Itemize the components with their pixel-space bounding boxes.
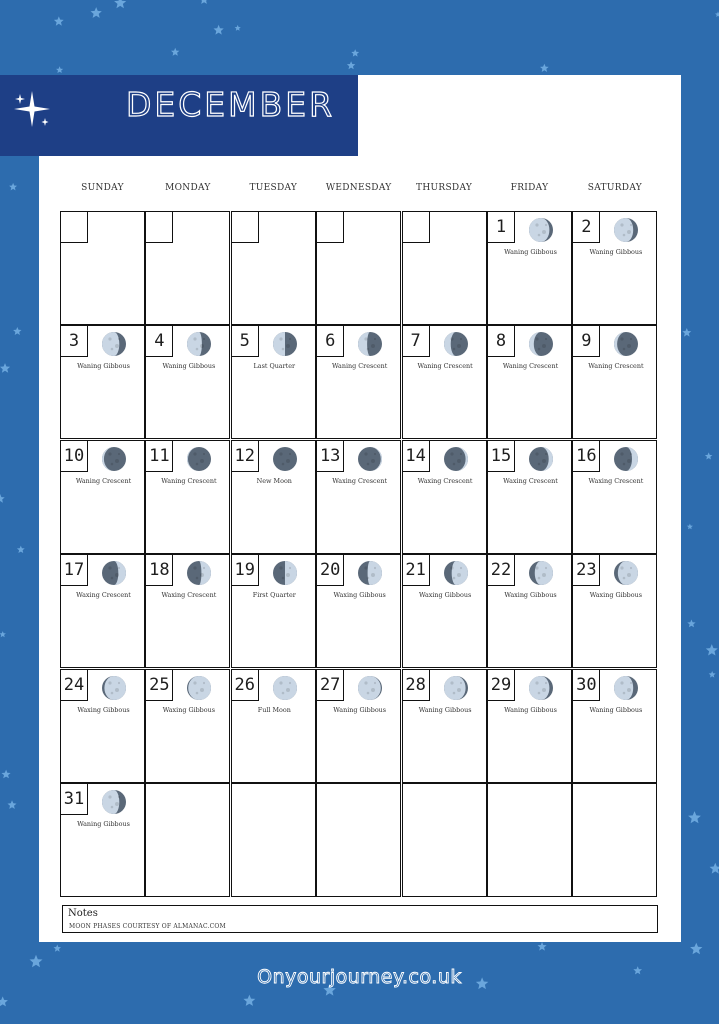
notes-title: Notes [68,908,98,919]
moon-phase-label: Waxing Crescent [503,476,558,485]
day-cell-15[interactable] [487,440,572,554]
moon-phase-label: Waxing Gibbous [162,705,216,714]
moon-phase-icon [101,331,127,357]
day-cell-6[interactable] [316,325,401,439]
moon-phase-icon [357,560,383,586]
moon-phase-label: Waning Crescent [161,476,217,485]
moon-phase-label: Waxing Crescent [332,476,388,485]
day-cell-14[interactable] [402,440,487,554]
weekday-label-4: THURSDAY [416,183,473,193]
moon-phase-icon [101,560,127,586]
day-cell-22[interactable] [487,554,572,668]
moon-phase-icon [272,560,298,586]
day-cell-5[interactable] [231,325,316,439]
star-icon [540,64,549,72]
date-number: 9 [572,325,600,357]
date-number: 31 [60,783,88,815]
star-icon [54,16,64,25]
day-cell-1[interactable] [487,211,572,325]
star-icon [347,61,355,69]
moon-phase-label: Waning Gibbous [77,362,130,371]
empty-day-cell[interactable] [145,211,230,325]
moon-phase-icon [186,446,212,472]
moon-phase-label: Waxing Gibbous [504,591,557,600]
moon-phase-icon [443,446,469,472]
date-number: 1 [487,211,515,243]
star-icon [214,25,224,35]
month-title: DECEMBER [126,85,336,124]
date-number: 8 [487,325,515,357]
empty-day-cell[interactable] [231,211,316,325]
sparkle-icon [12,89,52,129]
date-number: 3 [60,325,88,357]
star-icon [706,644,718,655]
moon-phase-credit: MOON PHASES COURTESY OF ALMANAC.COM [69,923,226,930]
blank-day-cell[interactable] [487,783,572,897]
day-cell-16[interactable] [572,440,657,554]
notes-box[interactable] [62,905,658,933]
day-cell-2[interactable] [572,211,657,325]
blank-day-cell[interactable] [402,783,487,897]
date-number: 15 [487,440,515,472]
star-icon [688,811,701,823]
day-cell-19[interactable] [231,554,316,668]
empty-date-box [145,211,173,243]
date-number: 17 [60,554,88,586]
star-icon [705,452,713,459]
moon-phase-label: Waning Crescent [588,362,644,371]
date-number: 27 [316,669,344,701]
day-cell-12[interactable] [231,440,316,554]
moon-phase-icon [443,331,469,357]
date-number: 25 [145,669,173,701]
weekday-label-2: TUESDAY [249,183,298,193]
moon-phase-icon [528,331,554,357]
moon-phase-label: Waning Gibbous [589,705,643,714]
star-icon [235,25,241,31]
weekday-label-6: SATURDAY [587,183,642,193]
date-number: 26 [231,669,259,701]
month-banner [0,75,358,156]
moon-phase-label: Waxing Crescent [161,591,217,600]
moon-phase-label: First Quarter [252,591,296,600]
date-number: 4 [145,325,173,357]
moon-phase-icon [101,789,127,815]
moon-phase-label: Waning Crescent [75,476,132,485]
day-cell-3[interactable] [60,325,145,439]
star-icon [351,49,359,56]
star-icon [54,945,62,952]
moon-phase-icon [613,446,639,472]
empty-day-cell[interactable] [316,211,401,325]
day-cell-25[interactable] [145,669,230,783]
day-cell-8[interactable] [487,325,572,439]
date-number: 23 [572,554,600,586]
empty-date-box [60,211,88,243]
date-number: 12 [231,440,259,472]
date-number: 20 [316,554,344,586]
moon-phase-icon [613,331,639,357]
moon-phase-label: Waxing Gibbous [589,591,643,600]
date-number: 29 [487,669,515,701]
moon-phase-icon [272,331,298,357]
moon-phase-icon [357,331,383,357]
date-number: 24 [60,669,88,701]
moon-phase-icon [443,675,469,701]
star-icon [709,671,716,678]
day-cell-4[interactable] [145,325,230,439]
moon-phase-icon [186,560,212,586]
blank-day-cell[interactable] [231,783,316,897]
star-icon [243,995,255,1006]
star-icon [710,863,719,874]
day-cell-17[interactable] [60,554,145,668]
star-icon [0,494,5,503]
moon-phase-icon [443,560,469,586]
date-number: 13 [316,440,344,472]
star-icon [171,48,179,56]
moon-phase-icon [272,446,298,472]
moon-phase-icon [528,217,554,243]
empty-date-box [402,211,430,243]
star-icon [17,546,25,553]
moon-phase-label: Waning Crescent [502,362,559,371]
weekday-label-0: SUNDAY [81,183,124,193]
day-cell-11[interactable] [145,440,230,554]
date-number: 5 [231,325,259,357]
moon-phase-icon [613,675,639,701]
date-number: 14 [402,440,430,472]
blank-day-cell[interactable] [572,783,657,897]
star-icon [2,770,11,779]
moon-phase-icon [528,446,554,472]
day-cell-13[interactable] [316,440,401,554]
moon-phase-label: Waning Gibbous [504,705,557,714]
day-cell-10[interactable] [60,440,145,554]
moon-phase-icon [528,560,554,586]
moon-phase-icon [528,675,554,701]
day-cell-24[interactable] [60,669,145,783]
date-number: 21 [402,554,430,586]
star-icon [200,0,209,4]
empty-day-cell[interactable] [60,211,145,325]
star-icon [538,942,547,951]
star-icon [687,524,693,530]
blank-day-cell[interactable] [316,783,401,897]
day-cell-31[interactable] [60,783,145,897]
weekday-label-5: FRIDAY [510,183,549,193]
day-cell-29[interactable] [487,669,572,783]
star-icon [114,0,126,8]
moon-phase-label: Waning Gibbous [589,248,643,256]
moon-phase-label: Waxing Crescent [76,591,131,600]
moon-phase-label: Waxing Gibbous [333,591,386,600]
moon-phase-icon [101,446,127,472]
date-number: 16 [572,440,600,472]
day-cell-7[interactable] [402,325,487,439]
date-number: 6 [316,325,344,357]
date-number: 18 [145,554,173,586]
date-number: 2 [572,211,600,243]
moon-phase-icon [186,675,212,701]
day-cell-21[interactable] [402,554,487,668]
moon-phase-label: Waxing Crescent [588,476,644,485]
day-cell-9[interactable] [572,325,657,439]
day-cell-20[interactable] [316,554,401,668]
empty-date-box [316,211,344,243]
date-number: 11 [145,440,173,472]
day-cell-28[interactable] [402,669,487,783]
date-number: 19 [231,554,259,586]
star-icon [0,363,10,373]
weekday-label-1: MONDAY [165,183,211,193]
blank-day-cell[interactable] [145,783,230,897]
empty-date-box [231,211,259,243]
moon-phase-icon [272,675,298,701]
date-number: 28 [402,669,430,701]
day-cell-30[interactable] [572,669,657,783]
day-cell-23[interactable] [572,554,657,668]
moon-phase-label: Last Quarter [253,362,296,371]
moon-phase-icon [613,217,639,243]
moon-phase-label: Waxing Gibbous [77,705,130,714]
moon-phase-label: Waning Gibbous [333,705,387,714]
empty-day-cell[interactable] [402,211,487,325]
moon-phase-label: Waning Crescent [417,362,473,371]
moon-phase-icon [613,560,639,586]
moon-phase-icon [186,331,212,357]
star-icon [682,328,691,337]
star-icon [715,11,719,17]
moon-phase-label: Waning Crescent [332,362,388,371]
star-icon [91,7,102,18]
moon-phase-label: Waning Gibbous [162,362,216,371]
star-icon [690,943,702,955]
star-icon [9,183,17,191]
moon-phase-icon [101,675,127,701]
moon-phase-label: Full Moon [257,705,291,714]
moon-phase-label: Waxing Gibbous [418,591,472,600]
moon-phase-label: Waning Gibbous [77,820,130,828]
moon-phase-label: Waxing Crescent [417,476,473,485]
star-icon [0,631,6,637]
moon-phase-label: Waning Gibbous [504,248,557,256]
moon-phase-icon [357,675,383,701]
date-number: 22 [487,554,515,586]
website-footer: Onyourjourney.co.uk [257,966,462,988]
star-icon [56,66,63,73]
star-icon [0,996,8,1006]
star-icon [687,620,695,628]
day-cell-26[interactable] [231,669,316,783]
star-icon [8,800,17,809]
moon-phase-icon [357,446,383,472]
weekday-label-3: WEDNESDAY [325,183,392,193]
star-icon [13,327,21,335]
date-number: 7 [402,325,430,357]
date-number: 30 [572,669,600,701]
day-cell-18[interactable] [145,554,230,668]
date-number: 10 [60,440,88,472]
moon-phase-label: Waning Gibbous [418,705,472,714]
day-cell-27[interactable] [316,669,401,783]
moon-phase-label: New Moon [256,476,292,485]
